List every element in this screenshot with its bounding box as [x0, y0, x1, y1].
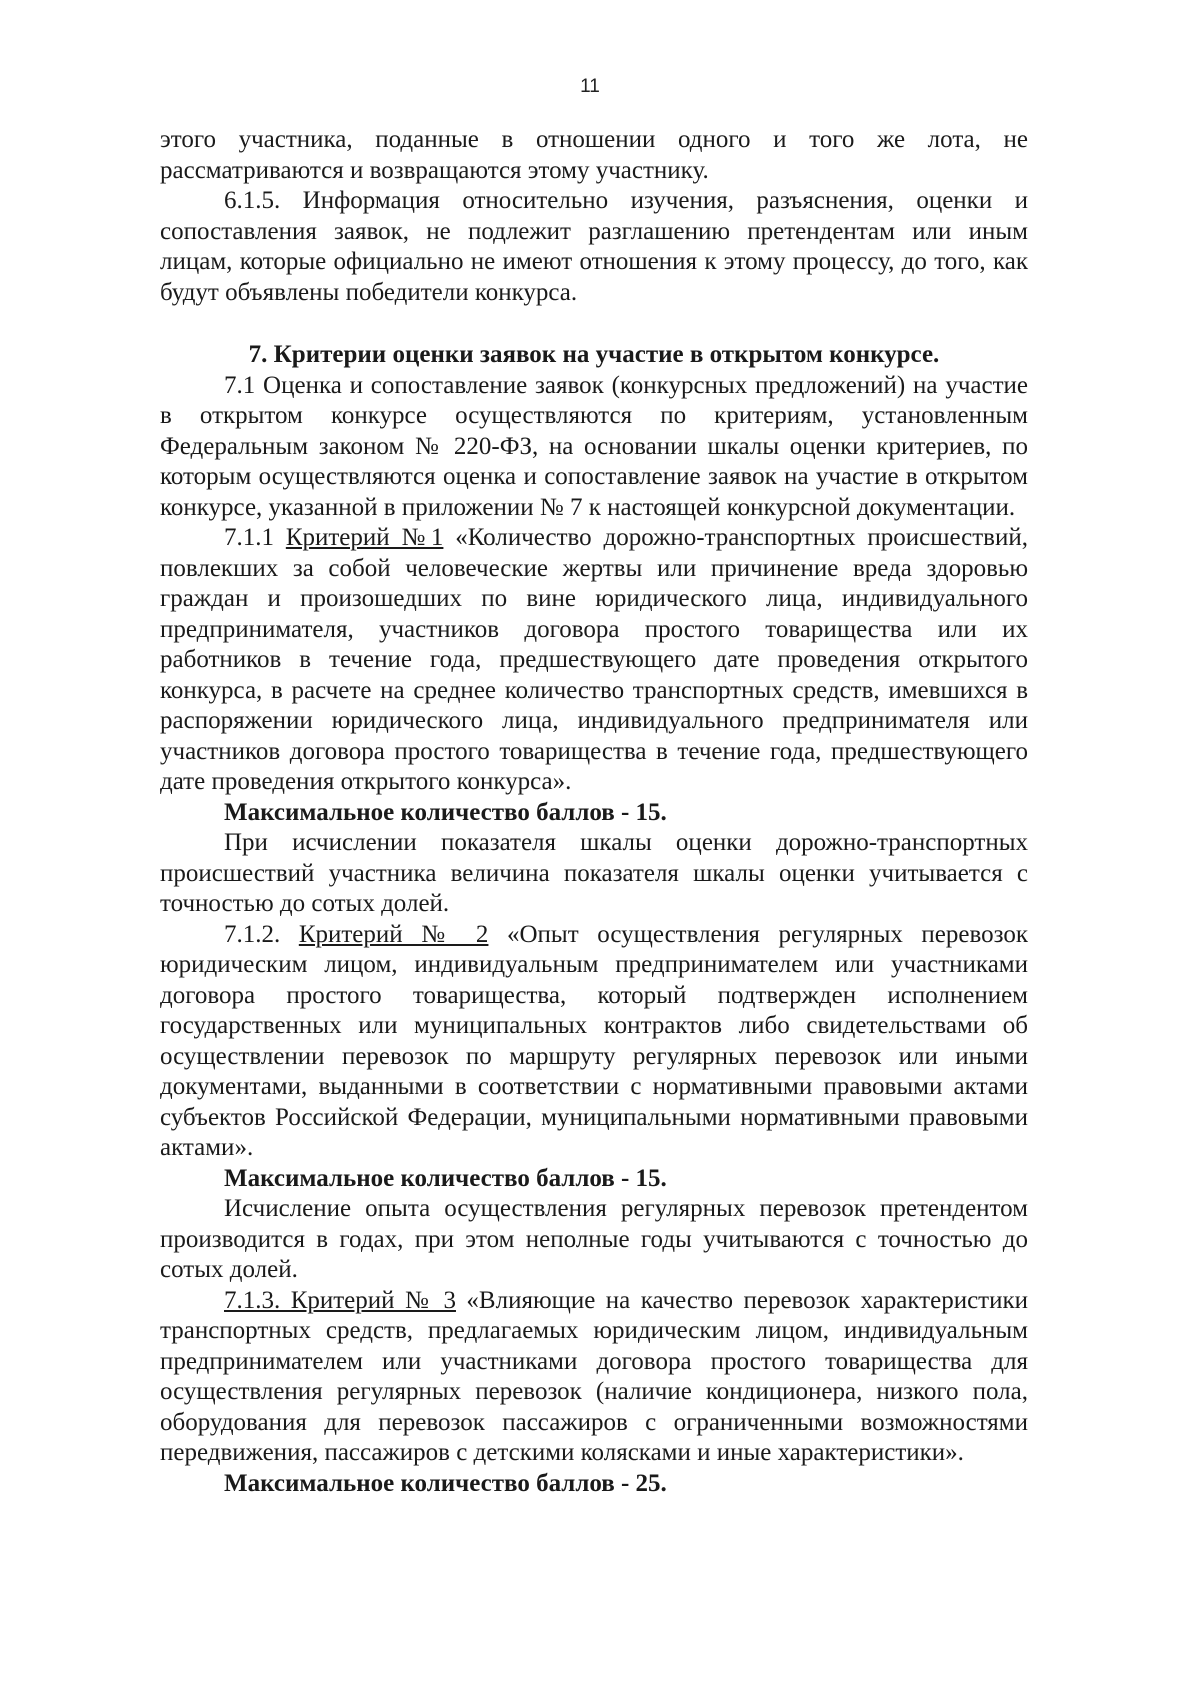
criterion-1-label: Критерий №1	[285, 524, 444, 551]
criterion-1-max-score: Максимальное количество баллов - 15.	[224, 798, 667, 826]
criterion-3-label: 7.1.3. Критерий № 3	[224, 1286, 456, 1314]
document-body	[160, 125, 1028, 1499]
criterion-3-text: «Влияющие на качество перевозок характеристики транспортных средств, предлагаемых юридическим лицом, индивидуальным предпринимателем или участниками договора простого товарищества для осуществления регулярных перевозок (наличие кондиционера, низкого пола, оборудования для перевозок пассажиров с ограниченными возможностями передвижения, пассажиров с детскими колясками и иные характеристики».	[160, 1286, 1028, 1466]
criterion-1-text: «Количество дорожно-транспортных происшествий, повлекших за собой человеческие жертвы или причинение вреда здоровью граждан и произошедших по вине юридического лица, индивидуального предпринимателя, участников договора простого товарищества или их работников в течение года, предшествующего дате проведения открытого конкурса, в расчете на среднее количество транспортных средств, имевшихся в распоряжении юридического лица, индивидуального предпринимателя или участников договора простого товарищества в течение года, предшествующего дате проведения открытого конкурса».	[160, 524, 1028, 795]
criterion-2-paragraph	[160, 920, 1028, 1164]
section-7-heading: 7. Критерии оценки заявок на участие в открытом конкурсе.	[248, 341, 940, 368]
paragraph-7-1: 7.1 Оценка и сопоставление заявок (конкурсных предложений) на участие в открытом конкурсе осуществляются по критериям, установленным Федеральным законом № 220-ФЗ, на основании шкалы оценки критериев, по которым осуществляются оценка и сопоставление заявок на участие в открытом конкурсе, указанной в приложении № 7 к настоящей конкурсной документации.	[160, 371, 1028, 521]
criterion-1-number: 7.1.1	[224, 524, 274, 551]
paragraph-6-1-5: 6.1.5. Информация относительно изучения, разъяснения, оценки и сопоставления заявок, не подлежит разглашению претендентам или иным лицам, которые официально не имеют отношения к этому процессу, до того, как будут объявлены победители конкурса.	[160, 187, 1028, 306]
criterion-2-label: Критерий № 2	[298, 920, 489, 948]
criterion-1-paragraph	[160, 523, 1028, 798]
criterion-3-paragraph	[160, 1286, 1028, 1469]
page-number: 11	[580, 76, 600, 97]
criterion-2-number: 7.1.2.	[224, 920, 281, 948]
paragraph-continued: этого участника, поданные в отношении одного и того же лота, не рассматриваются и возвращаются этому участнику.	[160, 126, 1028, 184]
criterion-3-max-score: Максимальное количество баллов - 25.	[224, 1469, 667, 1497]
criterion-2-max-score: Максимальное количество баллов - 15.	[224, 1164, 667, 1192]
criterion-2-note: Исчисление опыта осуществления регулярных перевозок претендентом производится в годах, при этом неполные годы учитываются с точностью до сотых долей.	[160, 1195, 1028, 1283]
criterion-1-note: При исчислении показателя шкалы оценки дорожно-транспортных происшествий участника величина показателя шкалы оценки учитывается с точностью до сотых долей.	[160, 829, 1028, 917]
criterion-2-text: «Опыт осуществления регулярных перевозок юридическим лицом, индивидуальным предпринимателем или участниками договора простого товарищества, который подтвержден исполнением государственных или муниципальных контрактов либо свидетельствами об осуществлении перевозок по маршруту регулярных перевозок или иными документами, выданными в соответствии с нормативными правовыми актами субъектов Российской Федерации, муниципальными нормативными правовыми актами».	[160, 920, 1029, 1161]
